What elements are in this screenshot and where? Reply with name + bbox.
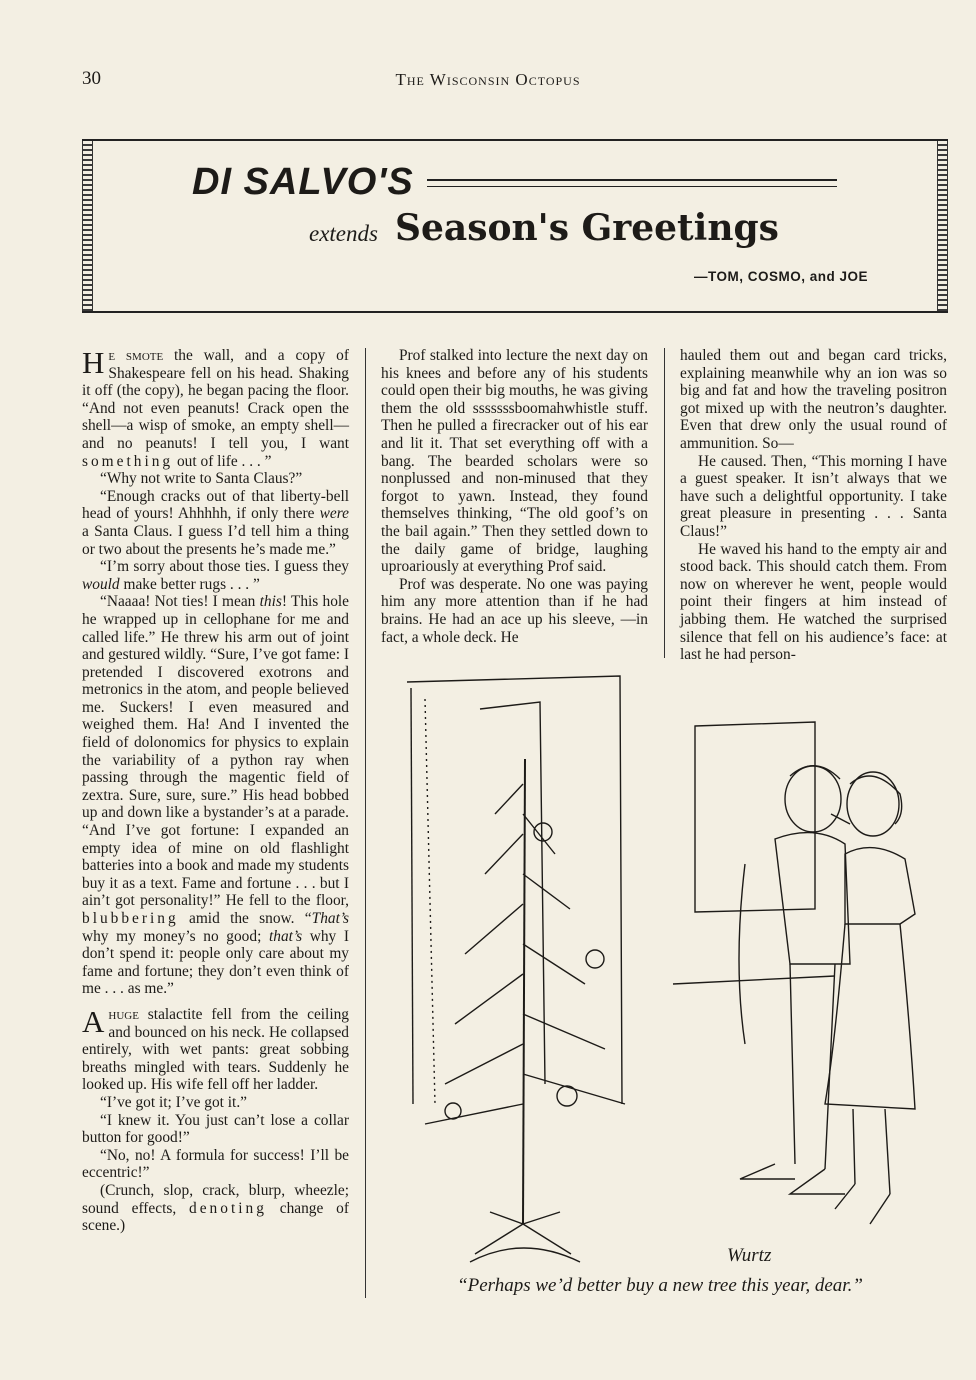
paragraph: [82, 347, 349, 470]
cartoon-illustration: [395, 664, 950, 1284]
text-run: change of scene.): [82, 1199, 349, 1235]
christmas-tree-drawing: [425, 759, 625, 1262]
text-run: amid the snow. “: [178, 910, 312, 927]
advertisement-box: [82, 139, 948, 313]
emphasis: that’s: [269, 927, 303, 945]
column-rule: [365, 348, 366, 1298]
paragraph: “Why not write to Santa Claus?”: [100, 470, 303, 488]
paragraph: [82, 593, 349, 998]
spaced-text: blubbering: [82, 910, 179, 927]
text-run: “Enough cracks out of that liberty-bell head of yours! Ahhhhh, if only there: [82, 487, 349, 523]
text-run: the wall, and a copy of Shakespeare fell on his head. Shaking it off (the copy), he began pacing the floor. “And not even peanuts! Crack open the shell—a wisp of smoke, an empty shell—and no peanuts! I tell you, I want: [82, 347, 349, 452]
ad-business-name: DI SALVO'S: [192, 161, 414, 203]
ad-signature: —TOM, COSMO, and JOE: [693, 269, 868, 284]
paragraph: “No, no! A formula for success! I’ll be eccentric!”: [82, 1146, 349, 1182]
spaced-text: something: [82, 452, 174, 470]
text-run: out of life . . . ”: [173, 452, 272, 470]
drop-cap: A: [82, 1003, 105, 1039]
emphasis: were: [319, 505, 349, 523]
text-run: ! This hole he wrapped up in cellophane for me and called life.” He threw his arm out of joint and gestured wildly. “Sure, I’ve got fame: I pretended I discovered exotrons and metronics in the atom, and people believed me. Suckers! I even measured and weighed them. Ha! And I invented the field of dolonomics for physics to explain the variability of a python ray when passing through the magentic field of zextra. Sure, sure, sure.” His head bobbed up and down like a bystander’s at a parade. “And I’ve got fortune: I expanded an empty idea of mine on old flashlight batteries into a book and made my students buy it as a text. Fame and fortune . . . but I ain’t got personality!” He fell to the floor,: [82, 593, 350, 910]
text-run: “Naaaa! Not ties! I mean: [100, 593, 260, 611]
paragraph: hauled them out and began card tricks, explaining meanwhile why an ion was so big and fat and how the traveling positron got mixed up with the neutron’s daughter. Even that drew only the usual round of ammunition. So—: [680, 347, 947, 452]
cartoon-caption: “Perhaps we’d better buy a new tree this year, dear.”: [457, 1275, 863, 1296]
ad-rule: [427, 179, 837, 187]
paragraph: “I knew it. You just can’t lose a collar button for good!”: [82, 1111, 349, 1147]
article-column-2: [381, 347, 648, 646]
article-column-1: [82, 347, 349, 1235]
drop-cap: H: [82, 345, 105, 380]
text-run: (Crunch, slop, crack, blurp, wheezle; sound effects,: [82, 1181, 349, 1217]
doorway-drawing: [407, 676, 622, 1104]
decorative-border-right: [937, 141, 948, 311]
paragraph: [82, 1182, 349, 1235]
running-head: The Wisconsin Octopus: [395, 70, 581, 89]
paragraph: “I’ve got it; I’ve got it.”: [100, 1093, 248, 1111]
paragraph: [82, 1003, 349, 1094]
paragraph: He caused. Then, “This morning I have a guest speaker. It isn’t always that we have such a delightful opportunity. I take great pleasure in presenting . . . Santa Claus!”: [680, 452, 947, 540]
spaced-text: denoting: [189, 1199, 267, 1217]
text-run: a Santa Claus. I guess I’d tell him a thing or two about the presents he’s made me.”: [82, 522, 349, 558]
article-column-3: [680, 347, 947, 664]
page-number: 30: [82, 68, 101, 89]
small-caps-lead: huge: [108, 1005, 139, 1023]
window-drawing: [673, 722, 835, 984]
emphasis: That’s: [311, 910, 349, 927]
text-run: why my money’s no good;: [82, 927, 269, 945]
text-run: why I don’t spend it: people only care about my fame and fortune; they don’t even think of me . . . as me.”: [82, 927, 349, 998]
column-rule: [664, 348, 665, 658]
paragraph: Prof was desperate. No one was paying him any more attention than if he had brains. He had an ace up his sleeve, —in fact, a whole deck. He: [381, 575, 648, 646]
artist-signature: Wurtz: [727, 1245, 772, 1266]
text-run: make better rugs . . . ”: [119, 575, 260, 593]
text-run: “I’m sorry about those ties. I guess they: [100, 558, 349, 576]
ad-extends-text: extends: [309, 221, 378, 246]
paragraph: He waved his hand to the empty air and stood back. This should catch them. From now on wherever he went, people would point their fingers at him instead of jabbing them. He watched the surprised silence that fell on his audience’s face: at last he had person-: [680, 540, 947, 664]
small-caps-lead: e smote: [108, 347, 164, 364]
paragraph: [82, 488, 349, 558]
paragraph: Prof stalked into lecture the next day on his knees and before any of his students could open their big mouths, he was giving them the old sssssssboomahwhistle stuff. Then he pulled a firecracker out of his ear and lit it. That set everything off with a bang. The bearded scholars were so nonplussed and non-minused that they forgot to yawn. Instead, they found themselves thinking, “The old goof’s on the bail again.” Then they settled down to the daily game of bridge, laughing uproariously at everything Prof said.: [381, 347, 648, 576]
text-run: stalactite fell from the ceiling and bounced on his neck. He collapsed entirely, with wet pants: great sobbing breaths mingled with tears. Suddenly he looked up. His wife fell off her ladder.: [82, 1005, 349, 1094]
paragraph: [82, 558, 349, 593]
decorative-border-left: [82, 141, 93, 311]
emphasis: this: [259, 593, 282, 611]
emphasis: would: [82, 575, 120, 593]
ad-greeting: Season's Greetings: [395, 207, 779, 249]
